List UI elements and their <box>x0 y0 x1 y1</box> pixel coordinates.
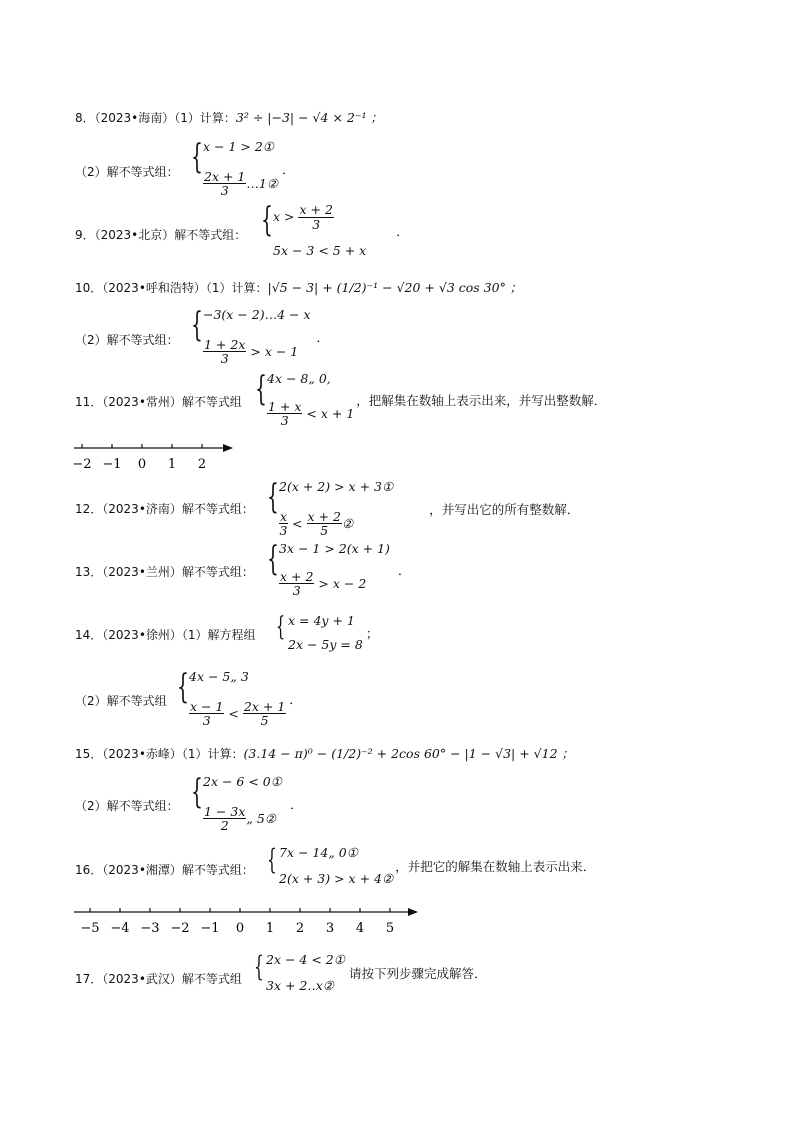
problem-15-part2-label: （2）解不等式组： <box>75 799 179 813</box>
problem-15-ineq2: $\frac{1 - 3x}{2}$ „ 5② <box>204 803 276 834</box>
problem-13-ineq1: 3x − 1 > 2(x + 1) <box>279 541 390 556</box>
problem-9-ineq2: 5x − 3 < 5 + x <box>273 242 367 258</box>
number-line-16-tick-label: 0 <box>235 921 245 936</box>
brace-icon: { <box>267 477 279 517</box>
problem-15-system: { 2x − 6 < 0① $\frac{1 - 3x}{2}$ „ 5② ． <box>191 772 303 834</box>
number-line-16 <box>70 902 425 942</box>
problem-16-instruction: ，并把它的解集在数轴上表示出来． <box>395 859 596 874</box>
problem-12-system <box>267 477 580 539</box>
number-line-16-tick-label: −1 <box>200 921 220 936</box>
brace-icon: { <box>261 200 273 240</box>
problem-8-number: 8． <box>75 111 95 125</box>
number-line-16-tick-label: −5 <box>80 921 100 936</box>
number-line-11 <box>70 438 240 478</box>
problem-15-ineq1: 2x − 6 < 0① <box>203 774 282 789</box>
problem-12-ineq2: $\frac{x}{3}$ < $\frac{x + 2}{5}$ ② <box>279 508 354 539</box>
brace-icon: { <box>254 950 264 983</box>
number-line-11-tick-label: 1 <box>167 457 177 472</box>
number-line-16-tick-label: 1 <box>265 921 275 936</box>
problem-12-line: 12．（2023•济南）解不等式组： <box>75 502 254 516</box>
problem-10-part2-label: （2）解不等式组： <box>75 333 179 347</box>
problem-16-ineq1: 7x − 14„ 0① <box>279 845 358 860</box>
problem-11-ineq2: $\frac{1 + x}{3}$ < x + 1 <box>268 398 355 429</box>
problem-8-ineq1: x − 1 > 2① <box>203 139 275 154</box>
brace-icon: { <box>267 539 279 579</box>
problem-8-expression: 3² ÷ |−3| − √4 × 2⁻¹ ； <box>235 110 383 125</box>
problem-16-system <box>267 843 596 886</box>
brace-icon: { <box>255 369 267 409</box>
problem-10-expression: |√5 − 3| + (1/2)⁻¹ − √20 + √3 cos 30° ； <box>267 280 523 295</box>
problem-16-line: 16．（2023•湘潭）解不等式组： <box>75 863 254 877</box>
problem-10-system: { −3(x − 2)…4 − x $\frac{1 + 2x}{3}$ > x − 1 ． <box>191 305 330 367</box>
problem-9-system: { x > $\frac{x + 2}{3}$ 5x − 3 < 5 + x ． <box>261 200 409 258</box>
problem-14-ineq2: $\frac{x - 1}{3}$ < $\frac{2x + 1}{5}$ <box>190 698 286 729</box>
problem-11-system <box>255 369 607 429</box>
number-line-11-tick-label: −2 <box>72 457 92 472</box>
brace-icon: { <box>191 772 203 812</box>
problem-14-line1: 14．（2023•徐州）（1）解方程组 <box>75 628 256 642</box>
number-line-16-tick-label: 3 <box>325 921 335 936</box>
problem-13-ineq2: $\frac{x + 2}{3}$ > x − 2 <box>280 568 367 599</box>
problem-17-ineq2: 3x + 2‥x② <box>266 977 334 993</box>
problem-17-system <box>254 950 487 993</box>
problem-8-system: { x − 1 > 2① $\frac{2x + 1}{3}$ …1② ． <box>191 137 295 199</box>
problem-14-eq2: 2x − 5y = 8 <box>288 636 363 652</box>
number-line-16-tick-label: 2 <box>295 921 305 936</box>
number-line-11-tick-label: 0 <box>137 457 147 472</box>
problem-14-ineq1: 4x − 5„ 3 <box>189 669 249 684</box>
problem-9-line: 9．（2023•北京）解不等式组： <box>75 228 247 242</box>
brace-icon: { <box>267 843 277 876</box>
problem-12-ineq1: 2(x + 2) > x + 3① <box>279 479 394 494</box>
problem-8-ineq2: $\frac{2x + 1}{3}$ …1② <box>204 168 279 199</box>
problem-12-instruction: ，并写出它的所有整数解． <box>429 502 580 517</box>
problem-13-system: { 3x − 1 > 2(x + 1) $\frac{x + 2}{3}$ > x − 2 ． <box>267 539 411 599</box>
problem-8-source: （2023•海南） <box>94 111 175 125</box>
problem-10-line1: 10．（2023•呼和浩特）（1）计算：|√5 − 3| + (1/2)⁻¹ − √20 + √3 cos 30° ； <box>75 280 523 295</box>
problem-14-inequality-system: { 4x − 5„ 3 $\frac{x - 1}{3}$ < $\frac{2x + 1}{5}$ ． <box>177 667 302 729</box>
number-line-11-tick-label: 2 <box>197 457 207 472</box>
problem-8-part2-label: （2）解不等式组： <box>75 165 179 179</box>
number-line-11-tick-label: −1 <box>102 457 122 472</box>
brace-icon: { <box>177 667 189 707</box>
problem-9-ineq1: x > $\frac{x + 2}{3}$ <box>273 202 333 232</box>
number-line-16-tick-label: −4 <box>110 921 130 936</box>
number-line-16-tick-label: 4 <box>355 921 365 936</box>
problem-13-line: 13．（2023•兰州）解不等式组： <box>75 565 254 579</box>
problem-15-expression: (3.14 − π)⁰ − (1/2)⁻² + 2cos 60° − |1 − √3| + √12 ； <box>243 746 575 761</box>
problem-16-ineq2: 2(x + 3) > x + 4② <box>279 870 394 886</box>
problem-17-ineq1: 2x − 4 < 2① <box>266 952 345 967</box>
problem-15-line1: 15．（2023•赤峰）（1）计算：(3.14 − π)⁰ − (1/2)⁻² + 2cos 60° − |1 − √3| + √12 ； <box>75 746 575 761</box>
problem-14-part2-label: （2）解不等式组 <box>75 694 167 708</box>
problem-11-ineq1: 4x − 8„ 0, <box>267 371 331 386</box>
arrow-right-icon <box>223 444 233 452</box>
problem-10-ineq1: −3(x − 2)…4 − x <box>203 307 311 322</box>
problem-14-eq1: x = 4y + 1 <box>288 613 355 628</box>
problem-17-instruction: 请按下列步骤完成解答． <box>348 966 487 981</box>
brace-icon: { <box>191 137 203 177</box>
problem-10-ineq2: $\frac{1 + 2x}{3}$ > x − 1 <box>204 336 299 367</box>
brace-icon: { <box>191 305 203 345</box>
problem-17-line: 17．（2023•武汉）解不等式组 <box>75 972 242 986</box>
problem-8-part1: （1）计算： <box>174 111 236 125</box>
problem-8-line1 <box>75 108 383 126</box>
brace-icon: { <box>276 612 286 642</box>
problem-11-line: 11．（2023•常州）解不等式组 <box>75 395 242 409</box>
number-line-16-tick-label: −2 <box>170 921 190 936</box>
number-line-16-tick-label: 5 <box>385 921 395 936</box>
problem-14-equation-system: { x = 4y + 1 2x − 5y = 8 ； <box>276 612 379 652</box>
problem-11-instruction: ，把解集在数轴上表示出来，并写出整数解． <box>356 393 607 408</box>
arrow-right-icon <box>408 908 418 916</box>
number-line-16-tick-label: −3 <box>140 921 160 936</box>
